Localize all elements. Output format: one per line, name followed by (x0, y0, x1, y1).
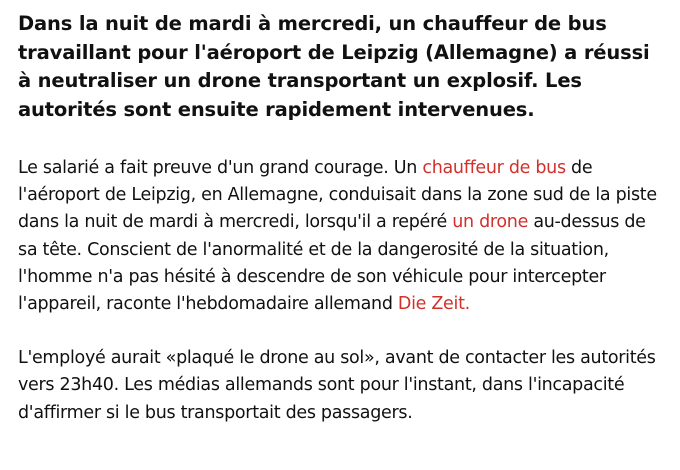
article-lead: Dans la nuit de mardi à mercredi, un chauffeur de bus travaillant pour l'aéroport de Leipzig (Allemagne) a réussi à neutraliser un drone transportant un explosif. Les autorités sont ensuite rapidement intervenues. (18, 12, 650, 121)
paragraph-1-text-3: au-dessus de sa tête. Conscient de l'anormalité et de la dangerosité de la situation, l'homme n'a pas hésité à descendre de son véhicule pour intercepter l'appareil, raconte l'hebdomadaire allemand (18, 212, 646, 315)
link-chauffeur-de-bus[interactable]: chauffeur de bus (422, 158, 566, 178)
paragraph-1-text-2: de l'aéroport de Leipzig, en Allemagne, conduisait dans la zone sud de la piste dans la nuit de mardi à mercredi, lorsqu'il a repéré (18, 158, 657, 233)
article-paragraph-2: L'employé aurait «plaqué le drone au sol», avant de contacter les autorités vers 23h40. Les médias allemands sont pour l'instant, dans l'incapacité d'affirmer si le bus transportait des passagers. (18, 348, 656, 423)
article-paragraph-1 (18, 155, 666, 318)
link-un-drone[interactable]: un drone (452, 212, 529, 233)
paragraph-1-text-1: Le salarié a fait preuve d'un grand courage. Un (18, 158, 423, 178)
link-die-zeit[interactable]: Die Zeit. (397, 294, 470, 315)
article-body (18, 10, 666, 427)
